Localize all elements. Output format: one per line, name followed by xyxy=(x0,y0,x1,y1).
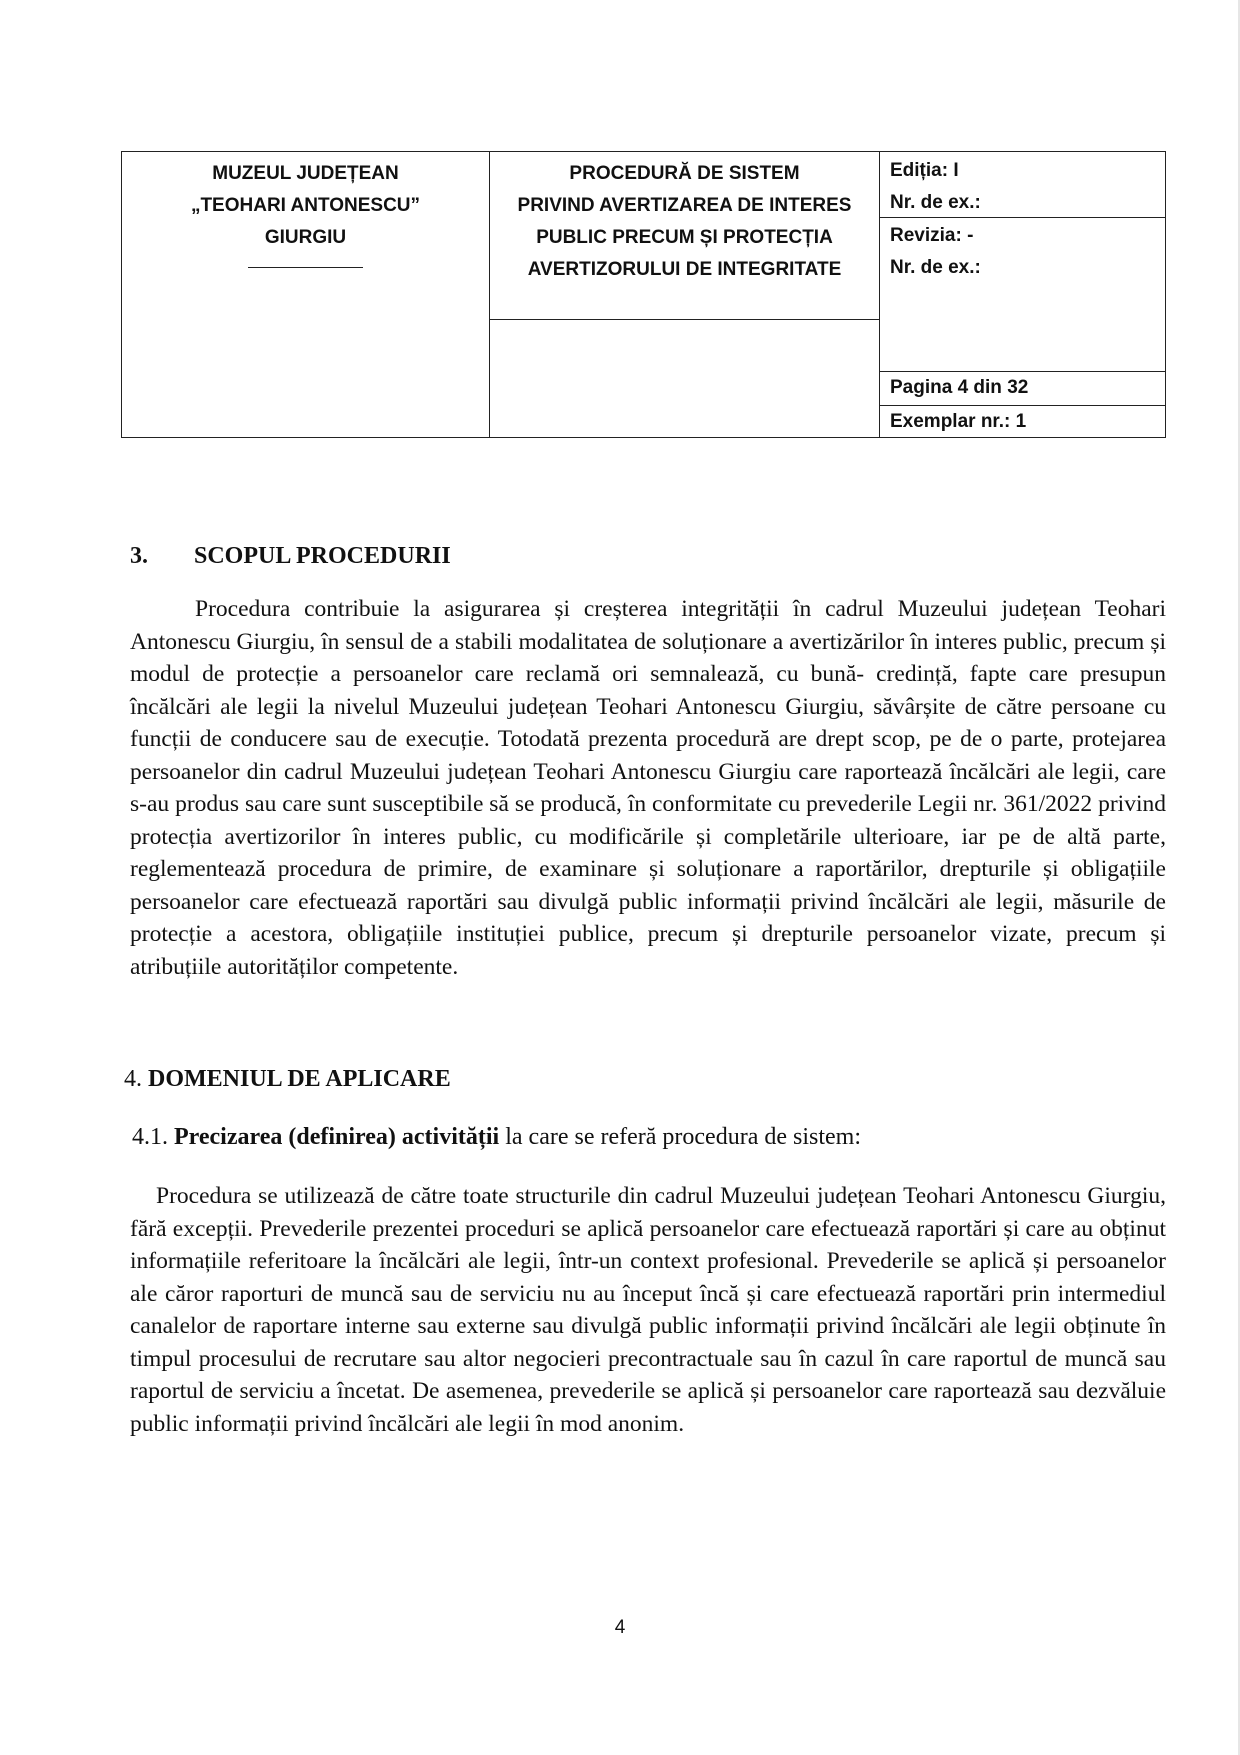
section-4-paragraph: Procedura se utilizează de către toate structurile din cadrul Muzeului județean Teohari Antonescu Giurgiu, fără excepții. Prevederile prezentei proceduri se aplică persoanelor care efectuează raportări și care au obținut informațiile referitoare la încălcări ale legii, într-un context profesional. Prevederile se aplică și persoanelor ale căror raporturi de muncă sau de serviciu nu au început încă și care efectuează raportări prin intermediul canalelor de raportare interne sau externe sau divulgă public informații privind încălcări ale legii obținute în timpul procesului de recrutare sau altor negocieri precontractuale sau în cazul în care raportul de muncă sau raportul de serviciu a încetat. De asemenea, prevederile se aplică și persoanelor care raportează sau dezvăluie public informații privind încălcări ale legii în mod anonim. xyxy=(130,1183,1166,1437)
subsection-4-1-number: 4.1. xyxy=(132,1124,168,1150)
section-3-title: SCOPUL PROCEDURII xyxy=(194,543,451,569)
section-3-heading xyxy=(130,543,451,570)
edition-label: Ediția: I xyxy=(890,160,959,181)
document-header-table xyxy=(121,151,1166,438)
institution-cell xyxy=(122,152,490,437)
subsection-4-1-rest: la care se referă procedura de sistem: xyxy=(499,1124,862,1150)
section-4-number: 4. xyxy=(124,1066,142,1092)
section-4-title: DOMENIUL DE APLICARE xyxy=(148,1066,451,1092)
institution-city: GIURGIU xyxy=(264,227,347,248)
section-3-paragraph: Procedura contribuie la asigurarea și creșterea integrității în cadrul Muzeului județean Teohari Antonescu Giurgiu, în sensul de a stabili modalitatea de soluționare a avertizărilor în interes public, precum și modul de protecție a persoanelor care reclamă ori semnalează, cu bună- credință, fapte care presupun încălcări ale legii la nivelul Muzeului județean Teohari Antonescu Giurgiu, săvârșite de către persoane cu funcții de conducere sau de execuție. Totodată prezenta procedură are drept scop, pe de o parte, protejarea persoanelor din cadrul Muzeului județean Teohari Antonescu Giurgiu care raportează încălcări ale legii, care s-au produs sau care sunt susceptibile să se producă, în conformitate cu prevederile Legii nr. 361/2022 privind protecția avertizorilor în interes public, cu modificările și completările ulterioare, iar pe de altă parte, reglementează procedura de primire, de examinare și soluționare a raportărilor, drepturile și obligațiile persoanelor care efectuează raportări sau divulgă public informații privind încălcări ale legii, măsurile de protecție a acestora, obligațiile instituției publice, precum și drepturile persoanelor vizate, precum și atribuțiile autorităților competente. xyxy=(130,596,1166,980)
procedure-title-line1: PROCEDURĂ DE SISTEM xyxy=(569,163,800,184)
institution-name-line1: MUZEUL JUDEȚEAN xyxy=(212,163,399,184)
procedure-title-line3: PUBLIC PRECUM ȘI PROTECȚIA xyxy=(536,227,833,248)
edition-block xyxy=(880,152,1165,218)
revision-block xyxy=(880,218,1165,372)
document-meta-cell xyxy=(880,152,1165,437)
section-4-body xyxy=(130,1180,1166,1440)
copy-number: Exemplar nr.: 1 xyxy=(890,411,1027,432)
page-info: Pagina 4 din 32 xyxy=(880,372,1165,406)
revision-copies-label: Nr. de ex.: xyxy=(890,257,981,278)
section-4-heading xyxy=(124,1066,451,1093)
page-number: 4 xyxy=(614,1617,626,1638)
procedure-title-line2: PRIVIND AVERTIZAREA DE INTERES xyxy=(517,195,852,216)
subsection-4-1-heading xyxy=(132,1124,861,1151)
section-3-number: 3. xyxy=(130,543,148,569)
procedure-title-cell xyxy=(490,152,880,437)
cell-divider xyxy=(490,319,879,320)
institution-name-line2: „TEOHARI ANTONESCU” xyxy=(190,195,421,216)
subsection-4-1-bold-label: Precizarea (definirea) activității xyxy=(174,1124,500,1150)
edition-copies-label: Nr. de ex.: xyxy=(890,192,981,213)
signature-line xyxy=(248,267,363,268)
revision-label: Revizia: - xyxy=(890,225,974,246)
section-3-body xyxy=(130,593,1166,983)
procedure-title-line4: AVERTIZORULUI DE INTEGRITATE xyxy=(527,259,842,280)
